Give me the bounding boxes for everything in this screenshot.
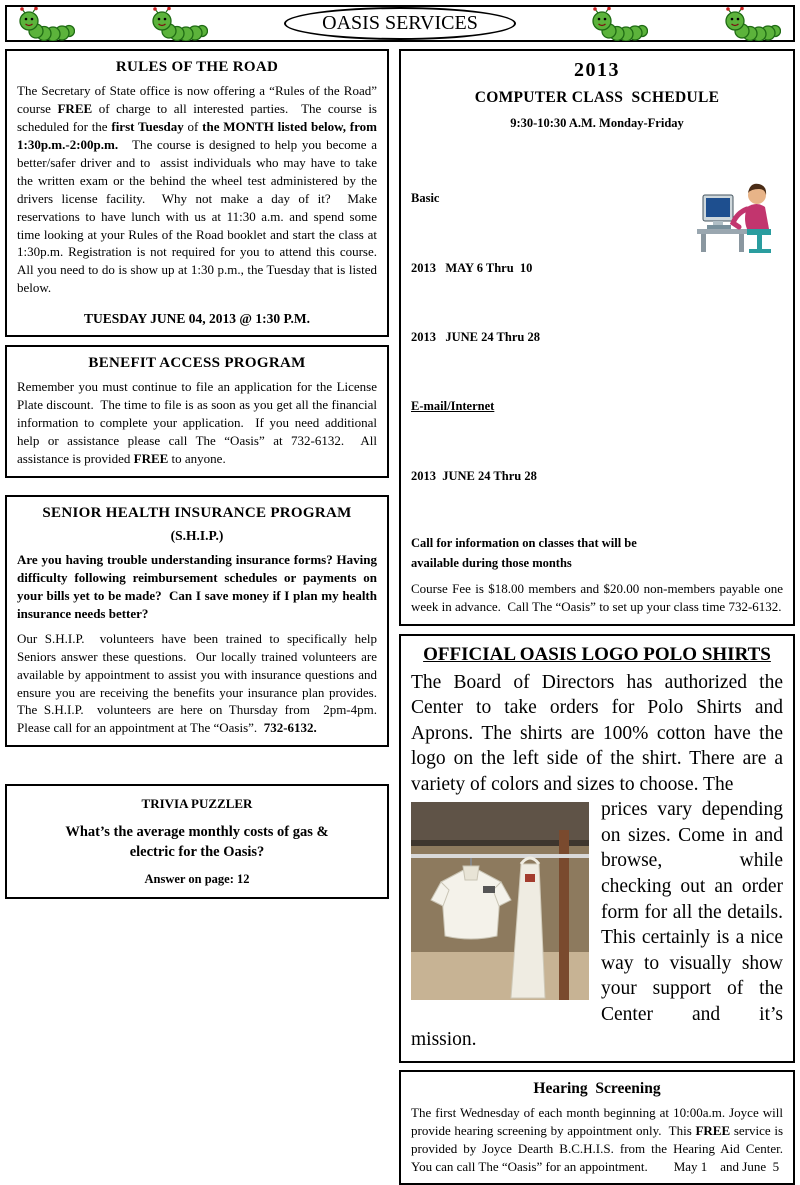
- polo-shirt-apron-photo: [411, 802, 589, 1000]
- benefit-title: BENEFIT ACCESS PROGRAM: [88, 355, 306, 372]
- caterpillar-icon: [152, 7, 208, 41]
- caterpillar-icon: [592, 7, 648, 41]
- hearing-title: Hearing Screening: [533, 1079, 661, 1097]
- benefit-access-section: [5, 345, 389, 478]
- polo-body-wrap: prices vary depending on sizes. Come in and browse, while checking out an order form for all the details. This certainly is a nice way to visually show your support of the Center and it’s mission.: [411, 799, 783, 1051]
- polo-body-wrap-block: [411, 797, 783, 1052]
- hearing-body: The first Wednesday of each month beginning at 10:00a.m. Joyce will provide hearing screening by appointment only. This FREE service is provided by Joyce Dearth B.C.H.I.S. from the Hearing Aid Center. You can call The “Oasis” for an appointment. May 1 and June 5: [411, 1104, 790, 1174]
- schedule-line-basic: Basic: [411, 191, 440, 206]
- computer-title: COMPUTER CLASS SCHEDULE: [474, 89, 720, 106]
- schedule-line-email-june: 2013 JUNE 24 Thru 28: [411, 468, 537, 483]
- computer-fee-text: Course Fee is $18.00 members and $20.00 non-members payable one week in advance. Call The “Oasis” to set up your class time 732-6132.: [411, 580, 787, 614]
- page-title: OASIS SERVICES: [284, 7, 516, 40]
- polo-title: OFFICIAL OASIS LOGO POLO SHIRTS: [423, 643, 771, 665]
- ship-questions: Are you having trouble understanding insurance forms? Having difficulty following reimbursement schedules or payments on your bills yet to be made? Can I save money if I plan my health insurance needs better?: [17, 551, 381, 621]
- computer-year: 2013: [574, 59, 620, 81]
- hearing-screening-section: [399, 1070, 795, 1185]
- caterpillar-icon: [725, 7, 781, 41]
- benefit-body: Remember you must continue to file an application for the License Plate discount. The time to file is as soon as you get all the financial information to complete your application. If you need additional help or assistance please call The “Oasis” at 732-6132. All assistance is provided FREE to anyone.: [17, 379, 384, 466]
- trivia-puzzler-section: [5, 784, 389, 899]
- ship-title: SENIOR HEALTH INSURANCE PROGRAM: [42, 504, 352, 521]
- ship-subtitle: (S.H.I.P.): [170, 527, 224, 543]
- rules-of-the-road-section: [5, 49, 389, 337]
- computer-note-line1: Call for information on classes that will be: [411, 536, 637, 551]
- rules-title: RULES OF THE ROAD: [115, 59, 279, 75]
- rules-body: The Secretary of State office is now offering a “Rules of the Road” course FREE of charge to all interested parties. The course is scheduled for the first Tuesday of the MONTH listed below, from 1:30p.m.-2:00p.m. The course is designed to help you become a better/safer driver and to assist individuals who may have to take the written exam or the behind the wheel test administered by the drivers license facility. Why not make a day of it? Make reservations to have lunch with us at 11:30 a.m. and spend some time looking at your Rules of the Road booklet and start the class at 1:30p.m. Registration is not required for you to attend this course. All you need to do is show up at 1:30 p.m., the Tuesday that is listed below.: [17, 83, 384, 296]
- masthead: [5, 5, 795, 42]
- rules-session-date: TUESDAY JUNE 04, 2013 @ 1:30 P.M.: [84, 311, 310, 327]
- polo-body-start: The Board of Directors has authorized the Center to take orders for Polo Shirts and Aprons. The shirts are 100% cotton have the logo on the left side of the shirt. There are a variety of colors and sizes to choose. The: [411, 671, 783, 795]
- trivia-question: What’s the average monthly costs of gas & electric for the Oasis?: [65, 824, 329, 860]
- trivia-answer-note: Answer on page: 12: [144, 872, 250, 887]
- caterpillar-icon: [19, 7, 75, 41]
- polo-shirts-section: [399, 634, 795, 1063]
- computer-note-line2: available during those months: [411, 555, 572, 570]
- schedule-line-june: 2013 JUNE 24 Thru 28: [411, 330, 540, 344]
- trivia-title: TRIVIA PUZZLER: [141, 796, 253, 812]
- right-column: [399, 49, 795, 1185]
- schedule-line-email: E-mail/Internet: [411, 399, 495, 414]
- left-column: [5, 49, 389, 899]
- ship-section: [5, 495, 389, 747]
- computer-user-clipart: [695, 177, 783, 255]
- computer-time: 9:30-10:30 A.M. Monday-Friday: [510, 116, 684, 130]
- ship-body: Our S.H.I.P. volunteers have been trained to specifically help Seniors answer these questions. Our locally trained volunteers are available by appointment to assist you with insurance questions and ensure you are receiving the benefits your insurance plan provides. The S.H.I.P. volunteers are here on Thursday from 2pm-4pm. Please call for an appointment at The “Oasis”. 732-6132.: [17, 630, 384, 736]
- schedule-line-may: 2013 MAY 6 Thru 10: [411, 260, 533, 275]
- computer-class-section: [399, 49, 795, 626]
